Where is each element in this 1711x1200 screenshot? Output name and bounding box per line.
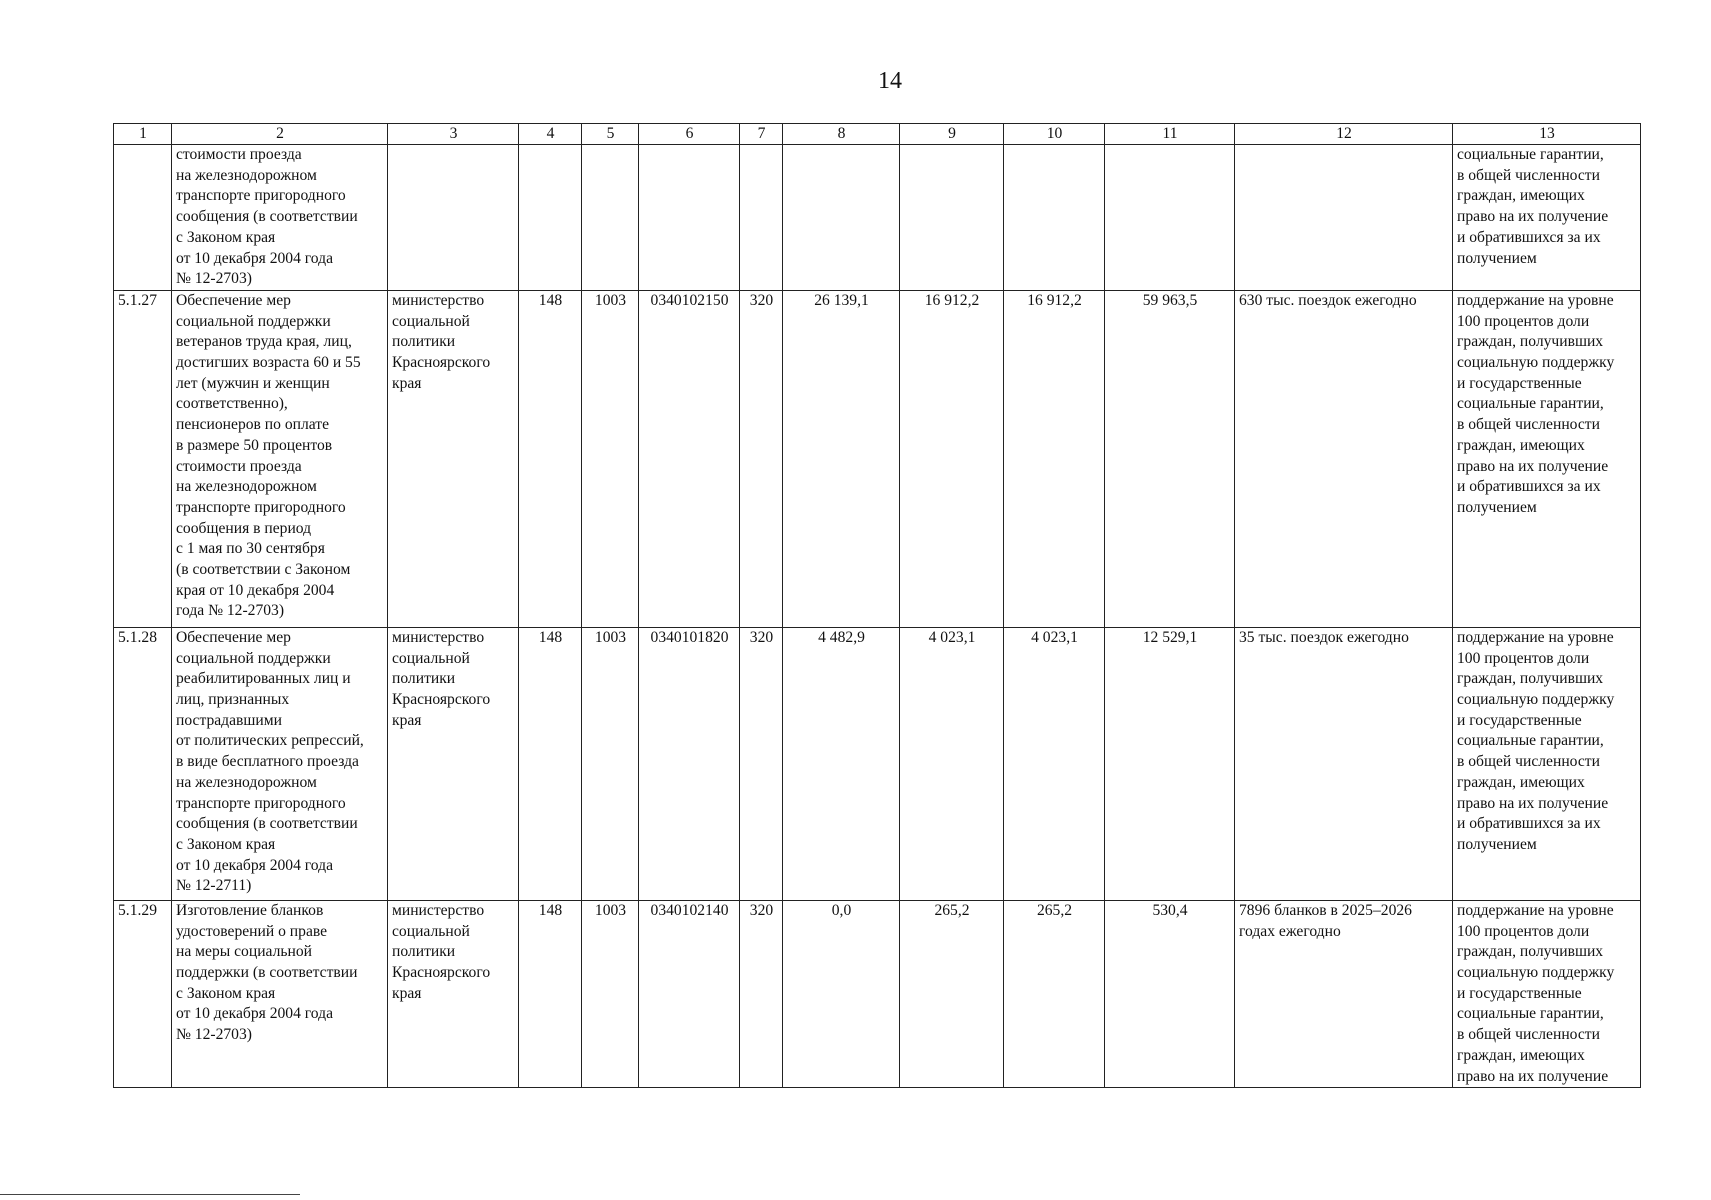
item-name — [172, 145, 388, 291]
indicator-line: 100 процентов доли — [1457, 922, 1590, 940]
header-cell: 4 — [519, 124, 582, 145]
amount-col8 — [783, 145, 900, 291]
indicator-line: социальные гарантии, — [1457, 1005, 1604, 1023]
header-cell: 10 — [1004, 124, 1105, 145]
table-row — [114, 627, 1641, 900]
item-name — [172, 627, 388, 900]
item-name-line: от 10 декабря 2004 года — [176, 249, 334, 267]
expected-result-line: годах ежегодно — [1239, 922, 1341, 940]
item-name-line: с 1 мая по 30 сентября — [176, 540, 325, 558]
item-name-line: на железнодорожном — [176, 773, 317, 791]
expected-result-line: 35 тыс. поездок ежегодно — [1239, 628, 1409, 646]
expected-result — [1235, 290, 1453, 627]
item-name-line: от 10 декабря 2004 года — [176, 1005, 334, 1023]
expected-result — [1235, 627, 1453, 900]
executor-line: социальной — [392, 649, 470, 667]
executor-line: Красноярского — [392, 964, 491, 982]
item-name-line: транспорте пригородного — [176, 794, 346, 812]
executor — [388, 145, 519, 291]
header-cell: 9 — [900, 124, 1004, 145]
header-cell: 11 — [1105, 124, 1235, 145]
item-name-line: стоимости проезда — [176, 146, 302, 163]
indicator-line: получением — [1457, 498, 1537, 516]
item-name-line: социальной поддержки — [176, 312, 331, 330]
executor-line: политики — [392, 943, 456, 961]
indicator-line: социальные гарантии, — [1457, 732, 1604, 750]
indicator-line: поддержание на уровне — [1457, 628, 1614, 646]
item-name-line: от 10 декабря 2004 года — [176, 856, 334, 874]
amount-col9: 16 912,2 — [900, 290, 1004, 627]
indicator-line: в общей численности — [1457, 1026, 1600, 1044]
item-name-line: в размере 50 процентов — [176, 436, 333, 454]
grbs-code: 148 — [519, 290, 582, 627]
indicator-line: граждан, имеющих — [1457, 773, 1585, 791]
executor — [388, 290, 519, 627]
amount-col9: 4 023,1 — [900, 627, 1004, 900]
indicator-line: и государственные — [1457, 374, 1582, 392]
item-name-line: соответственно), — [176, 395, 288, 413]
item-name-line: лет (мужчин и женщин — [176, 374, 330, 392]
executor-line: Красноярского — [392, 354, 491, 372]
executor-line: министерство — [392, 628, 485, 646]
amount-col8: 4 482,9 — [783, 627, 900, 900]
item-name-line: с Законом края — [176, 984, 276, 1002]
executor-line: министерство — [392, 291, 485, 309]
item-name-line: достигших возраста 60 и 55 — [176, 354, 361, 372]
indicator-line: поддержание на уровне — [1457, 901, 1614, 919]
item-name-line: с Законом края — [176, 835, 276, 853]
expense-type: 320 — [740, 900, 783, 1087]
indicator-line: в общей численности — [1457, 166, 1600, 184]
indicator-line: и государственные — [1457, 984, 1582, 1002]
item-name-line: ветеранов труда края, лиц, — [176, 333, 352, 351]
indicator-line: 100 процентов доли — [1457, 312, 1590, 330]
indicator-line: граждан, имеющих — [1457, 1046, 1585, 1064]
amount-total: 12 529,1 — [1105, 627, 1235, 900]
executor — [388, 900, 519, 1087]
amount-col8: 26 139,1 — [783, 290, 900, 627]
item-name-line: (в соответствии с Законом — [176, 561, 351, 579]
item-name-line: с Законом края — [176, 228, 276, 246]
program-table — [113, 123, 1641, 1088]
item-name-line: социальной поддержки — [176, 649, 331, 667]
item-name-line: № 12-2703) — [176, 270, 252, 288]
indicator-line: право на их получение — [1457, 1067, 1609, 1085]
item-name-line: сообщения в период — [176, 519, 312, 537]
executor-line: социальной — [392, 312, 470, 330]
item-name-line: реабилитированных лиц и — [176, 670, 351, 688]
amount-total — [1105, 145, 1235, 291]
item-name-line: от политических репрессий, — [176, 732, 364, 750]
target-article — [639, 145, 740, 291]
header-cell: 13 — [1453, 124, 1641, 145]
section-code: 1003 — [582, 627, 639, 900]
target-article: 0340102150 — [639, 290, 740, 627]
indicator-line: и обратившихся за их — [1457, 228, 1601, 246]
item-name-line: сообщения (в соответствии — [176, 815, 358, 833]
amount-col10: 265,2 — [1004, 900, 1105, 1087]
indicator-line: социальные гарантии, — [1457, 146, 1604, 163]
grbs-code: 148 — [519, 627, 582, 900]
item-name-line: № 12-2703) — [176, 1026, 252, 1044]
indicator-line: получением — [1457, 249, 1537, 267]
indicator — [1453, 627, 1641, 900]
item-name-line: Изготовление бланков — [176, 901, 324, 919]
amount-total: 59 963,5 — [1105, 290, 1235, 627]
item-name-line: поддержки (в соответствии — [176, 964, 358, 982]
footer-divider — [0, 1194, 300, 1195]
item-name-line: транспорте пригородного — [176, 187, 346, 205]
indicator-line: в общей численности — [1457, 753, 1600, 771]
item-name — [172, 290, 388, 627]
header-cell: 1 — [114, 124, 172, 145]
section-code: 1003 — [582, 290, 639, 627]
item-number: 5.1.27 — [114, 290, 172, 627]
indicator-line: граждан, имеющих — [1457, 187, 1585, 205]
expected-result — [1235, 145, 1453, 291]
indicator-line: поддержание на уровне — [1457, 291, 1614, 309]
header-cell: 6 — [639, 124, 740, 145]
executor-line: политики — [392, 670, 456, 688]
amount-col9: 265,2 — [900, 900, 1004, 1087]
indicator-line: в общей численности — [1457, 416, 1600, 434]
expense-type — [740, 145, 783, 291]
executor-line: Красноярского — [392, 691, 491, 709]
amount-total: 530,4 — [1105, 900, 1235, 1087]
indicator-line: граждан, получивших — [1457, 670, 1604, 688]
item-name-line: пенсионеров по оплате — [176, 416, 330, 434]
executor-line: министерство — [392, 901, 485, 919]
indicator-line: социальные гарантии, — [1457, 395, 1604, 413]
item-name-line: на железнодорожном — [176, 478, 317, 496]
indicator-line: и обратившихся за их — [1457, 478, 1601, 496]
expected-result-line: 7896 бланков в 2025–2026 — [1239, 901, 1412, 919]
indicator-line: граждан, имеющих — [1457, 436, 1585, 454]
amount-col10: 4 023,1 — [1004, 627, 1105, 900]
expected-result — [1235, 900, 1453, 1087]
amount-col9 — [900, 145, 1004, 291]
indicator — [1453, 145, 1641, 291]
indicator-line: право на их получение — [1457, 457, 1609, 475]
amount-col10 — [1004, 145, 1105, 291]
indicator-line: социальную поддержку — [1457, 691, 1615, 709]
item-name-line: Обеспечение мер — [176, 628, 291, 646]
item-name-line: транспорте пригородного — [176, 498, 346, 516]
executor-line: края — [392, 374, 422, 392]
target-article: 0340102140 — [639, 900, 740, 1087]
executor-line: края — [392, 984, 422, 1002]
grbs-code: 148 — [519, 900, 582, 1087]
executor — [388, 627, 519, 900]
expense-type: 320 — [740, 290, 783, 627]
section-code — [582, 145, 639, 291]
grbs-code — [519, 145, 582, 291]
indicator-line: и государственные — [1457, 711, 1582, 729]
item-name-line: стоимости проезда — [176, 457, 302, 475]
expense-type: 320 — [740, 627, 783, 900]
indicator-line: право на их получение — [1457, 794, 1609, 812]
item-name-line: № 12-2711) — [176, 877, 252, 895]
item-name-line: удостоверений о праве — [176, 922, 328, 940]
executor-line: края — [392, 711, 422, 729]
item-name — [172, 900, 388, 1087]
indicator-line: социальную поддержку — [1457, 354, 1615, 372]
table-row — [114, 290, 1641, 627]
page-number: 14 — [878, 68, 902, 94]
item-name-line: на меры социальной — [176, 943, 312, 961]
indicator-line: и обратившихся за их — [1457, 815, 1601, 833]
indicator-line: граждан, получивших — [1457, 943, 1604, 961]
indicator-line: 100 процентов доли — [1457, 649, 1590, 667]
item-number — [114, 145, 172, 291]
header-cell: 8 — [783, 124, 900, 145]
item-name-line: Обеспечение мер — [176, 291, 291, 309]
item-name-line: в виде бесплатного проезда — [176, 753, 359, 771]
indicator-line: право на их получение — [1457, 208, 1609, 226]
table-row — [114, 900, 1641, 1087]
indicator-line: граждан, получивших — [1457, 333, 1604, 351]
item-name-line: лиц, признанных — [176, 691, 290, 709]
header-cell: 5 — [582, 124, 639, 145]
executor-line: политики — [392, 333, 456, 351]
item-name-line: пострадавшими — [176, 711, 282, 729]
item-name-line: года № 12-2703) — [176, 602, 285, 620]
item-name-line: сообщения (в соответствии — [176, 208, 358, 226]
amount-col8: 0,0 — [783, 900, 900, 1087]
expected-result-line: 630 тыс. поездок ежегодно — [1239, 291, 1417, 309]
table-row — [114, 145, 1641, 291]
item-name-line: на железнодорожном — [176, 166, 317, 184]
item-number: 5.1.28 — [114, 627, 172, 900]
header-cell: 3 — [388, 124, 519, 145]
header-cell: 7 — [740, 124, 783, 145]
item-name-line: края от 10 декабря 2004 — [176, 581, 335, 599]
header-row — [114, 124, 1641, 145]
indicator — [1453, 290, 1641, 627]
header-cell: 12 — [1235, 124, 1453, 145]
indicator — [1453, 900, 1641, 1087]
header-cell: 2 — [172, 124, 388, 145]
indicator-line: получением — [1457, 835, 1537, 853]
amount-col10: 16 912,2 — [1004, 290, 1105, 627]
indicator-line: социальную поддержку — [1457, 964, 1615, 982]
section-code: 1003 — [582, 900, 639, 1087]
target-article: 0340101820 — [639, 627, 740, 900]
executor-line: социальной — [392, 922, 470, 940]
item-number: 5.1.29 — [114, 900, 172, 1087]
